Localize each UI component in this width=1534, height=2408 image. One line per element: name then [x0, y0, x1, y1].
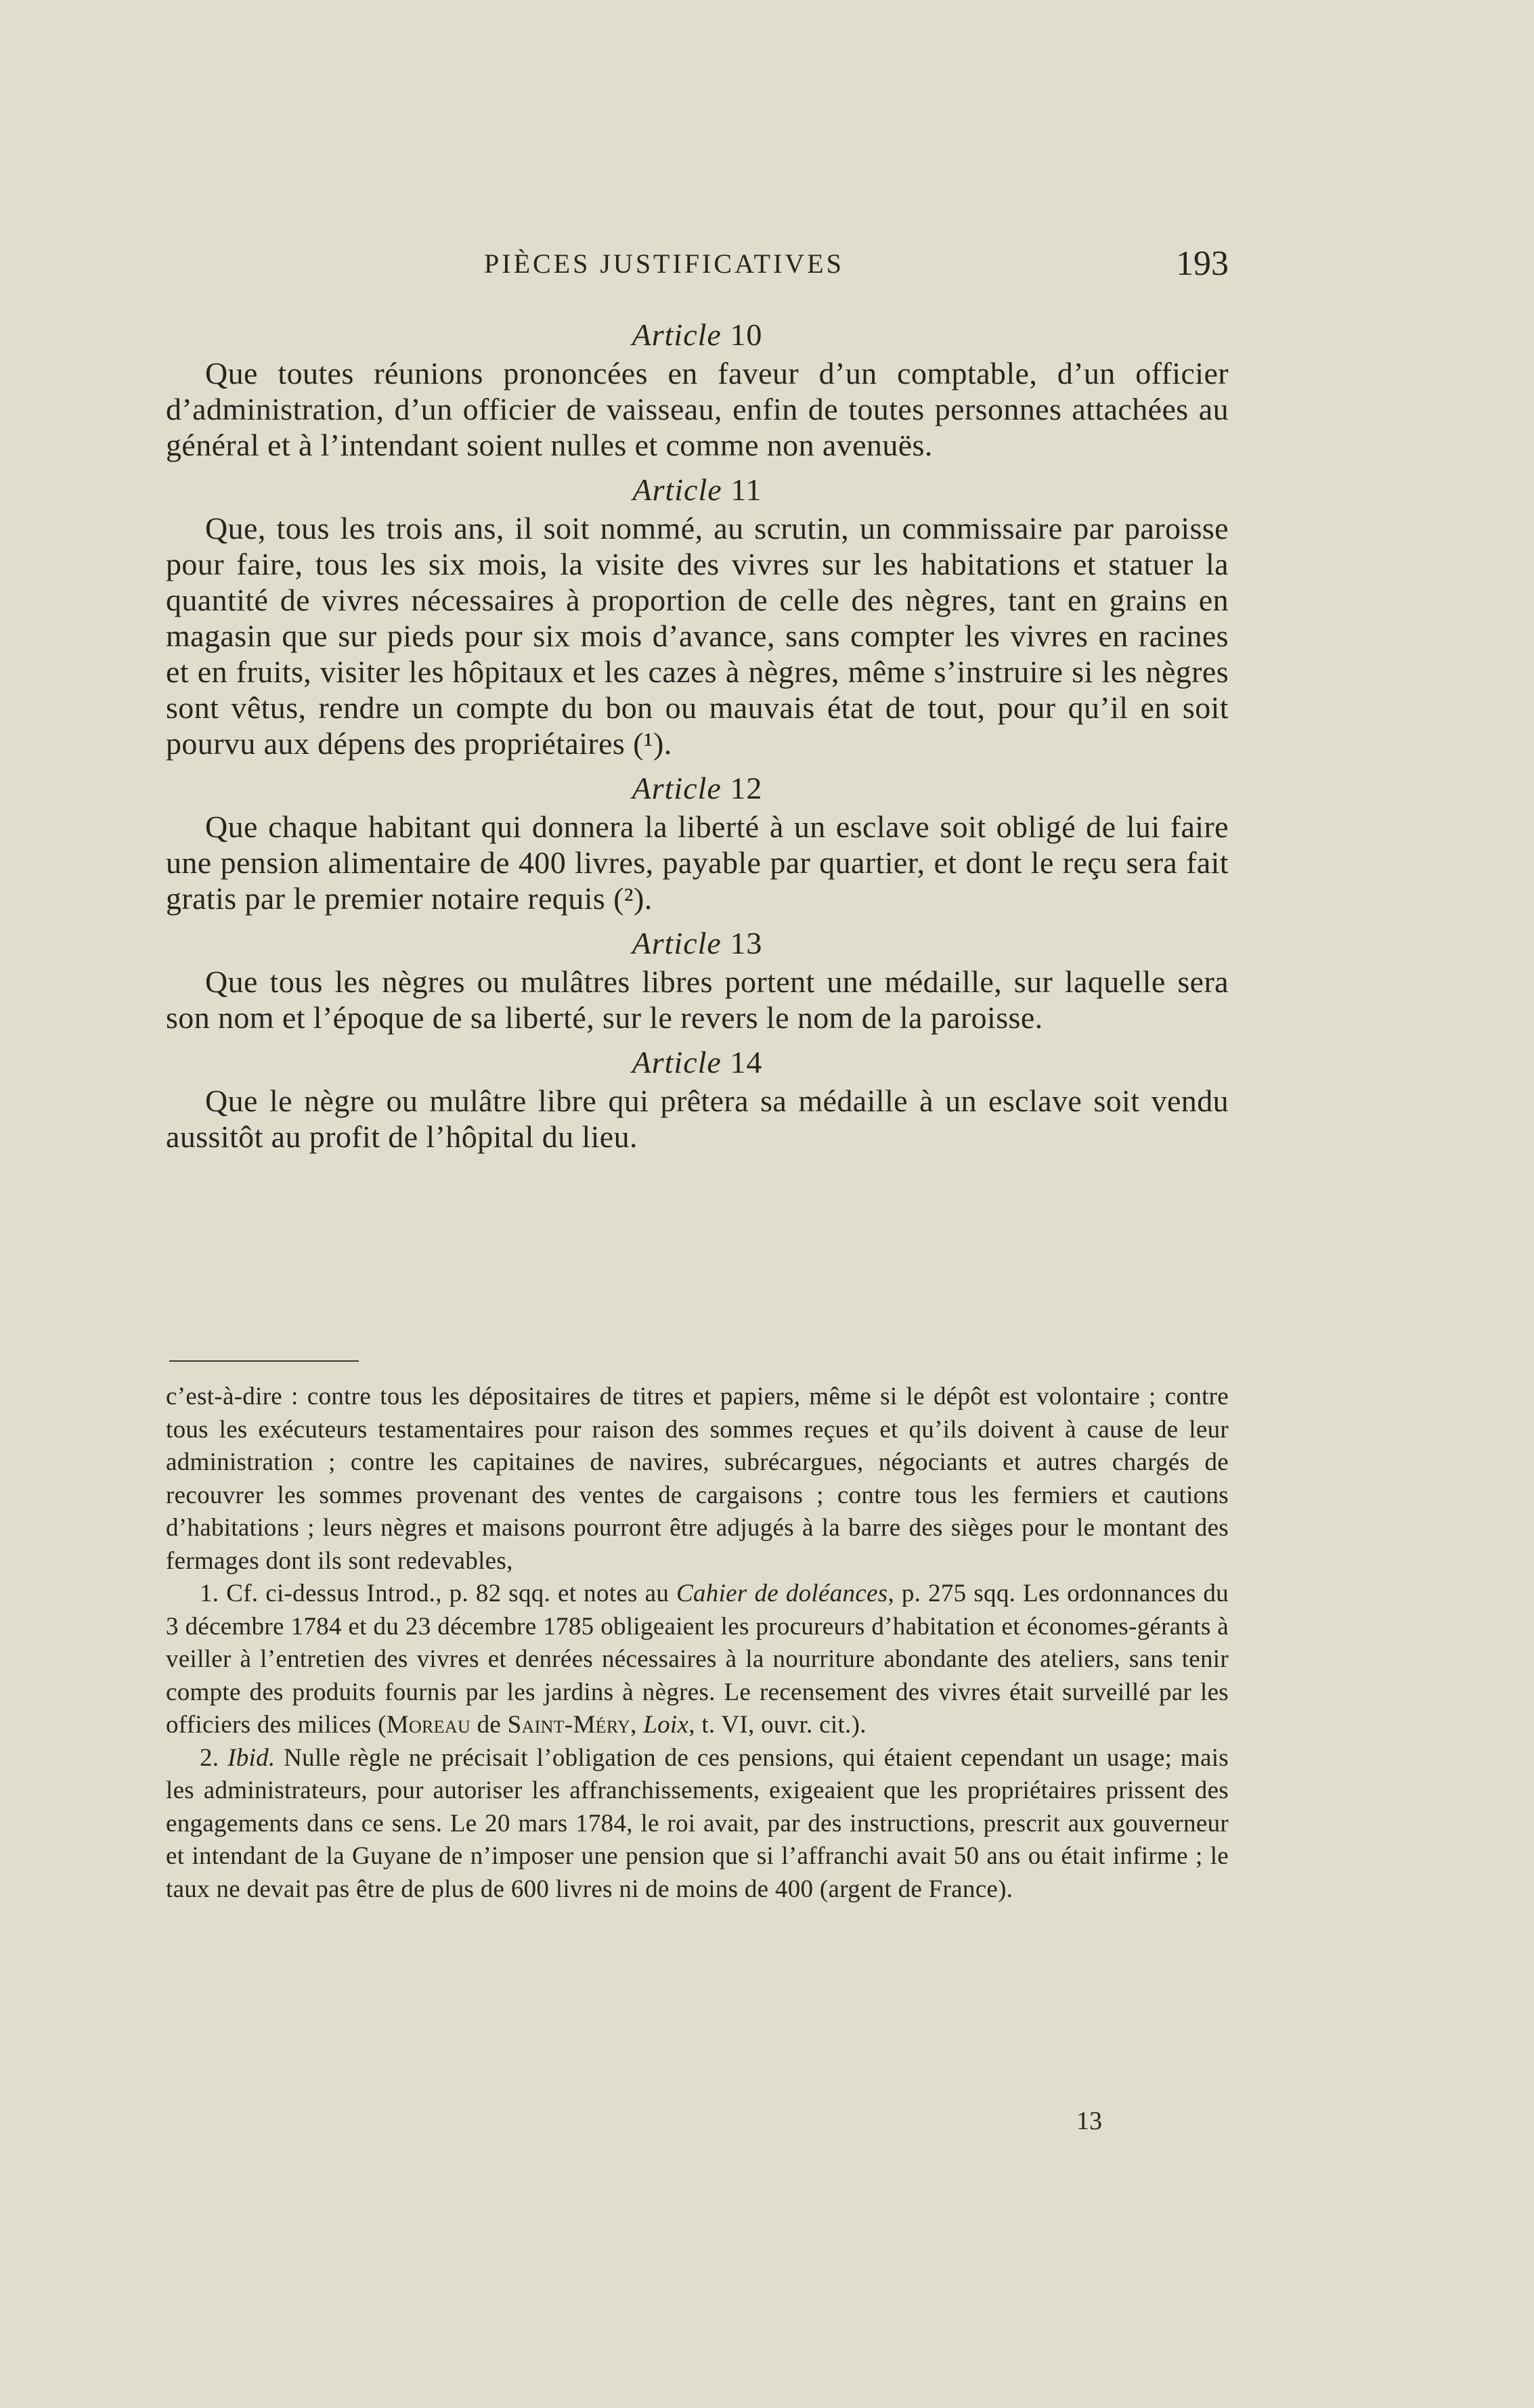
article-11-text: Que, tous les trois ans, il soit nommé, au scrutin, un commissaire par paroisse pour faire, tous les six mois, la visite des vivres sur les habitations et statuer la quantité de vivres nécessaires à proportion de celle des nègres, tant en grains en magasin que sur pieds pour six mois d’avance, sans compter les vivres en racines et en fruits, visiter les hôpitaux et les cazes à nègres, même s’instruire si les nègres sont vêtus, rendre un compte du bon ou mauvais état de tout, pour qu’il en soit pourvu aux dépens des propriétaires (¹). [166, 511, 1229, 761]
footnote-continuation: c’est-à-dire : contre tous les dépositaires de titres et papiers, même si le dépôt est volontaire ; contre tous les exécuteurs testamentaires pour raison des sommes reçues et qu’ils doivent à cause de leur administration ; contre les capitaines de navires, subrécargues, négociants et autres chargés de recouvrer les sommes provenant des ventes de cargaisons ; contre tous les fermiers et cautions d’habitations ; leurs nègres et maisons pourront être adjugés à la barre des sièges pour le montant des fermages dont ils sont redevables, [166, 1383, 1229, 1575]
article-14-heading: Article 14 [632, 1045, 763, 1079]
signature-mark: 13 [1076, 2107, 1102, 2135]
footnote-1: 1. Cf. ci-dessus Introd., p. 82 sqq. et notes au Cahier de doléances, p. 275 sqq. Les ordonnances du 3 décembre 1784 et du 23 décembre 1785 obligeaient les procureurs d’habitation et économes-gérants à veiller à l’entretien des vivres et denrées nécessaires à la nourriture abondante des ateliers, sans tenir compte des produits fournis par les jardins à nègres. Le recensement des vivres était surveillé par les officiers des milices (Moreau de Saint-Méry, Loix, t. VI, ouvr. cit.). [166, 1580, 1229, 1739]
article-10-text: Que toutes réunions prononcées en faveur d’un comptable, d’un officier d’administration, d’un officier de vaisseau, enfin de toutes personnes attachées au général et à l’intendant soient nulles et comme non avenuës. [166, 356, 1229, 462]
article-13-text: Que tous les nègres ou mulâtres libres portent une médaille, sur laquelle sera son nom et l’époque de sa liberté, sur le revers le nom de la paroisse. [166, 964, 1229, 1035]
footnote-separator [169, 1360, 359, 1362]
footnotes [166, 1381, 1229, 1906]
footnote-2: 2. Ibid. Nulle règle ne précisait l’obligation de ces pensions, qui étaient cependant un usage; mais les administrateurs, pour autoriser les affranchissements, exigeaient que les propriétaires prissent des engagements dans ce sens. Le 20 mars 1784, le roi avait, par des instructions, prescrit aux gouverneur et intendant de la Guyane de n’imposer une pension que si l’affranchi avait 50 ans ou était infirme ; le taux ne devait pas être de plus de 600 livres ni de moins de 400 (argent de France). [166, 1743, 1229, 1903]
page-number: 193 [1176, 244, 1229, 283]
article-12-text: Que chaque habitant qui donnera la liberté à un esclave soit obligé de lui faire une pension alimentaire de 400 livres, payable par quartier, et dont le reçu sera fait gratis par le premier notaire requis (²). [166, 809, 1229, 916]
article-10-heading: Article 10 [632, 317, 763, 352]
article-13-heading: Article 13 [632, 926, 763, 960]
article-12-heading: Article 12 [632, 771, 763, 805]
running-title: PIÈCES JUSTIFICATIVES [484, 248, 844, 279]
articles-body [166, 315, 1229, 1161]
article-14-text: Que le nègre ou mulâtre libre qui prêtera sa médaille à un esclave soit vendu aussitôt au profit de l’hôpital du lieu. [166, 1084, 1229, 1154]
running-head [166, 244, 1229, 284]
article-11-heading: Article 11 [632, 472, 762, 507]
